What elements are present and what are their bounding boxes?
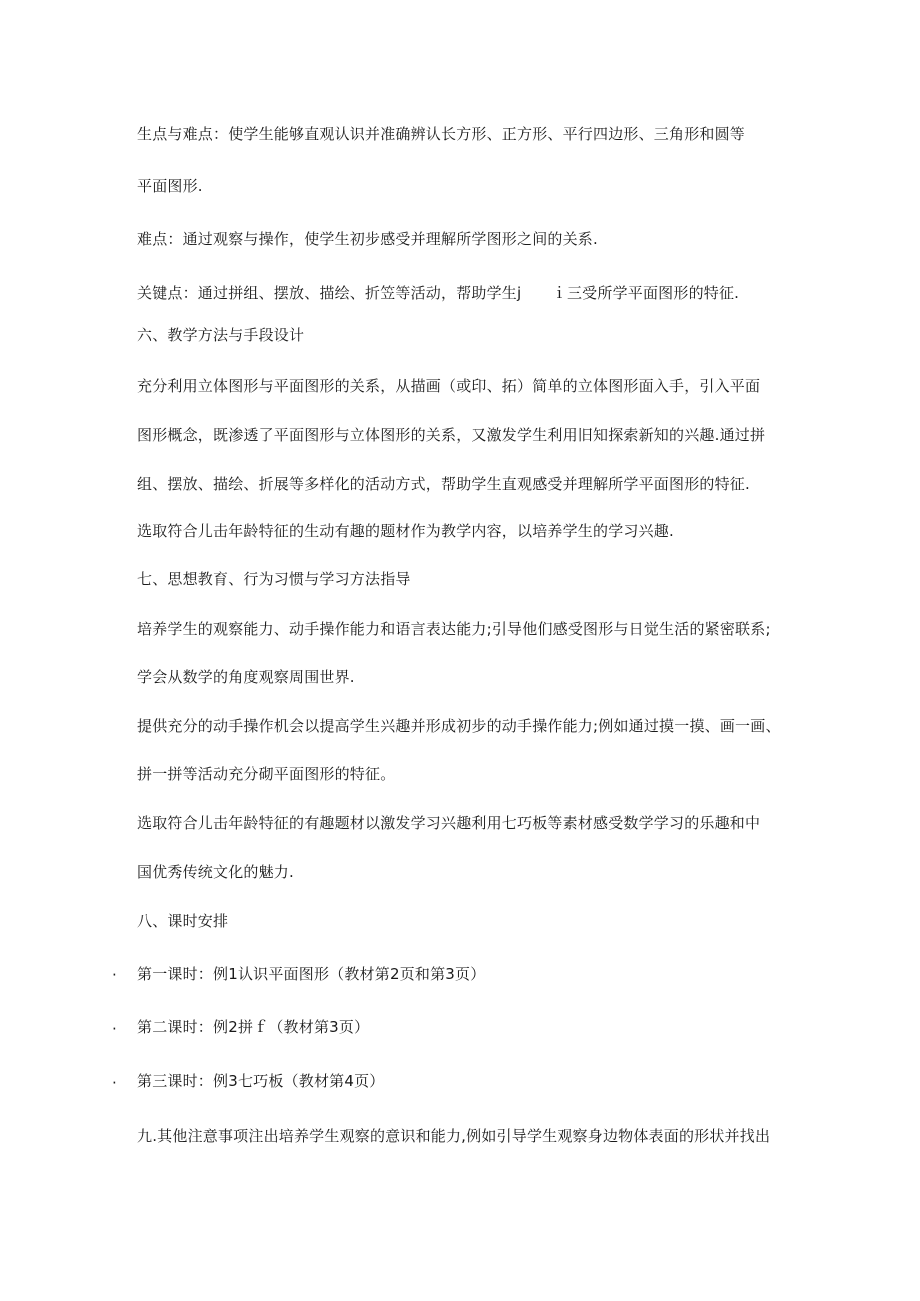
bullet-icon: · [112, 1074, 117, 1092]
paragraph-line: 提供充分的动手操作机会以提高学生兴趣并形成初步的动手操作能力;例如通过摸一摸、画一画、 [137, 717, 781, 735]
paragraph-line-key: 关键点：通过拼组、摆放、描绘、折笠等活动，帮助学生j ｉ三受所学平面图形的特征. [137, 284, 740, 302]
section-heading-8: 八、课时安排 [137, 912, 229, 930]
paragraph-line: 图形概念，既渗透了平面图形与立体图形的关系，又激发学生利用旧知探索新知的兴趣.通过拼 [137, 426, 766, 444]
section-heading-7: 七、思想教育、行为习惯与学习方法指导 [137, 570, 411, 588]
paragraph-line-difficulty: 难点：通过观察与操作，使学生初步感受并理解所学图形之间的关系. [137, 230, 598, 248]
bullet-icon: · [112, 1020, 117, 1038]
paragraph-line-key-points: 生点与难点：使学生能够直观认识并准确辨认长方形、正方形、平行四边形、三角形和圆等 [137, 125, 746, 143]
schedule-item: 第三课时：例3七巧板（教材第4页） [137, 1072, 385, 1090]
paragraph-line: 国优秀传统文化的魅力. [137, 863, 294, 881]
section-9-line: 九.其他注意事项注出培养学生观察的意识和能力,例如引导学生观察身边物体表面的形状并找出 [137, 1127, 771, 1145]
schedule-item: 第一课时：例1认识平面图形（教材第2页和第3页） [137, 965, 486, 983]
paragraph-line: 充分利用立体图形与平面图形的关系，从描画（或印、拓）简单的立体图形面入手，引入平面 [137, 377, 761, 395]
paragraph-line: 学会从数学的角度观察周围世界. [137, 668, 355, 686]
schedule-item: 第二课时：例2拼ｆ（教材第3页） [137, 1018, 370, 1036]
paragraph-line: 培养学生的观察能力、动手操作能力和语言表达能力;引导他们感受图形与日觉生活的紧密联系; [137, 620, 771, 638]
paragraph-line: 拼一拼等活动充分砌平面图形的特征。 [137, 765, 396, 783]
paragraph-line: 组、摆放、描绘、折展等多样化的活动方式，帮助学生直观感受并理解所学平面图形的特征. [137, 475, 750, 493]
paragraph-line: 选取符合儿击年龄特征的有趣题材以激发学习兴趣利用七巧板等素材感受数学学习的乐趣和中 [137, 814, 761, 832]
paragraph-line: 平面图形. [137, 177, 203, 195]
bullet-icon: · [112, 966, 117, 984]
paragraph-line: 选取符合儿击年龄特征的生动有趣的题材作为教学内容，以培养学生的学习兴趣. [137, 522, 674, 540]
section-heading-6: 六、教学方法与手段设计 [137, 326, 305, 344]
